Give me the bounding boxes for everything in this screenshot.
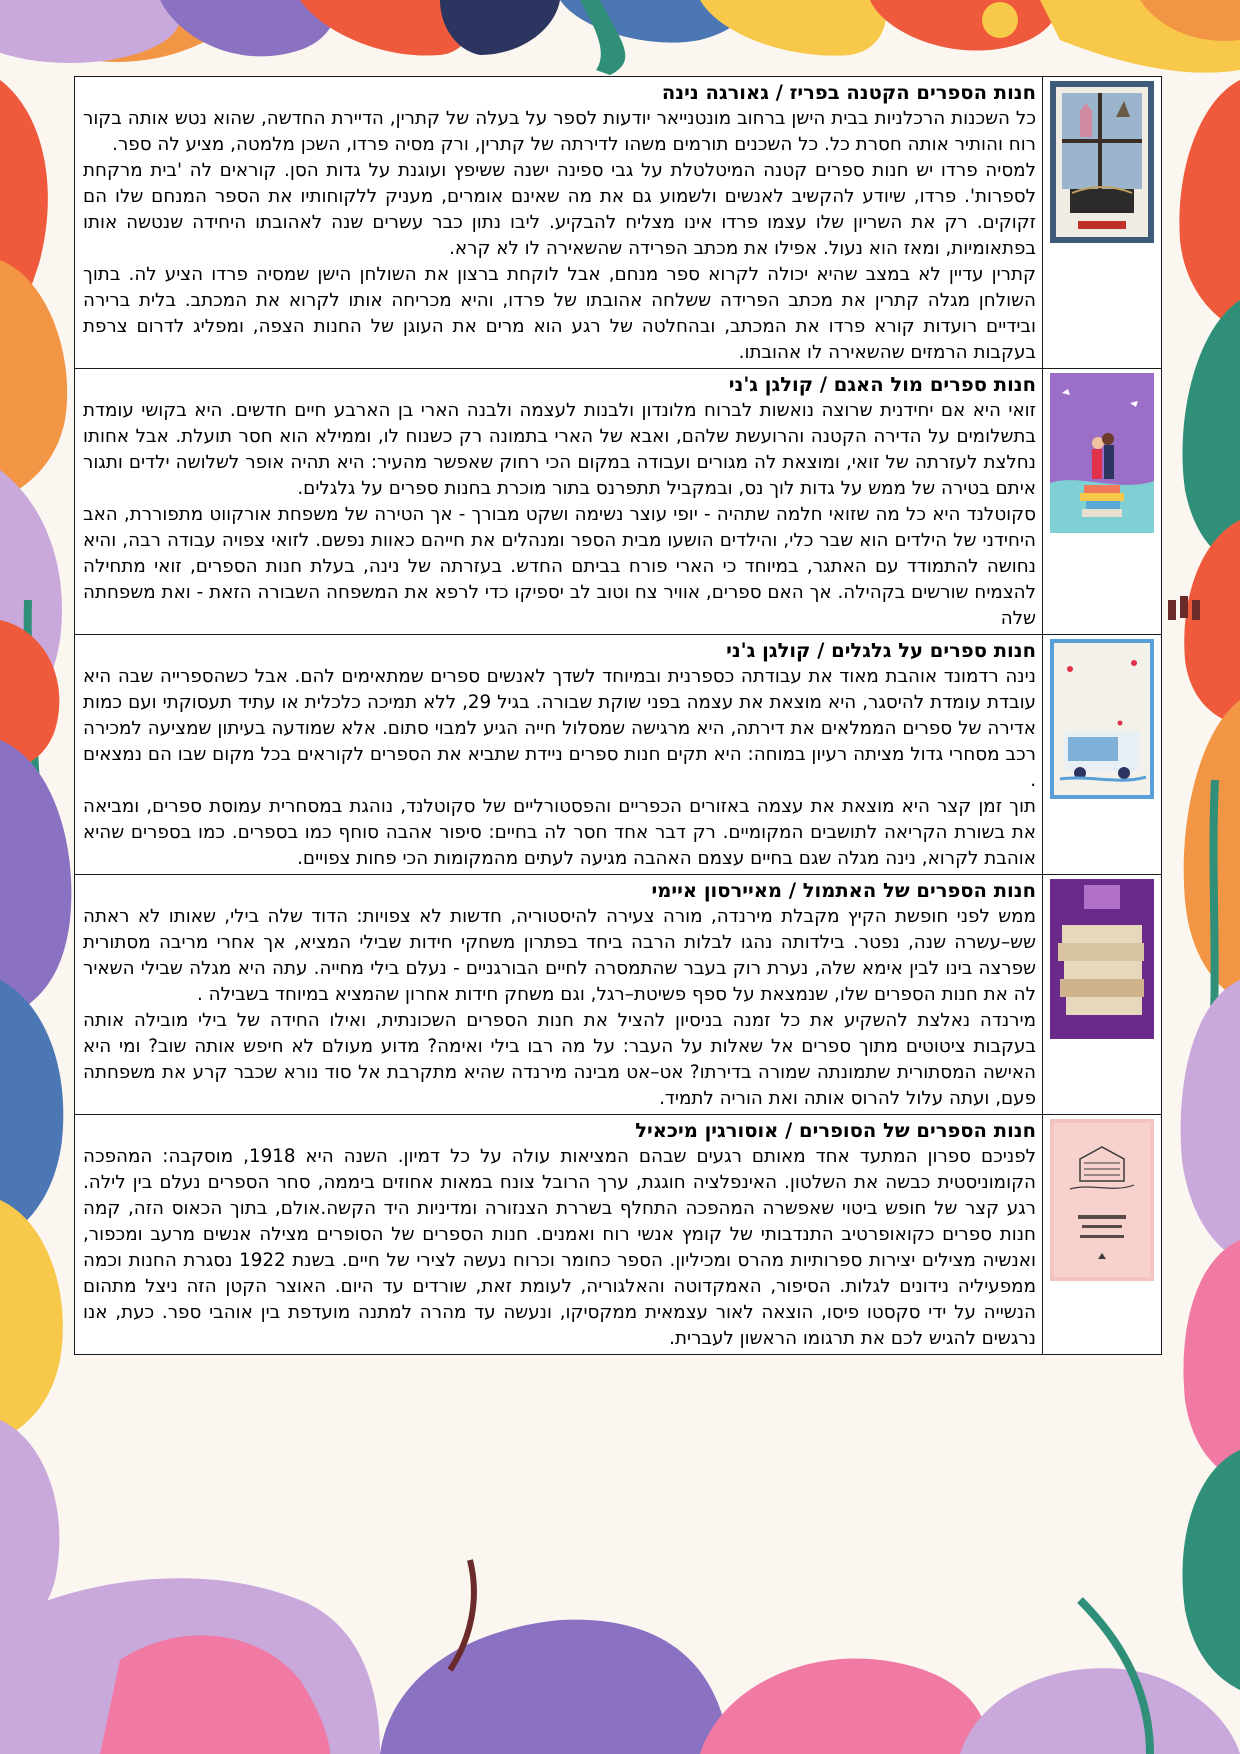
book-summary-paragraph: כל השכנות הרכלניות בבית הישן ברחוב מונטנייאר יודעות לספר על בעלה של קתרין, הדיירת החדשה, שהוא נטש אותה בקור רוח והותיר אותה חסרת כל. כל השכנים תורמים משהו לדירתה של קתרין, ורק מסיה פרדו, השכן מלמטה, מציע לה ספר.: [83, 108, 1036, 155]
book-row: [75, 875, 1162, 1115]
paris-window-cover-image: [1043, 77, 1161, 243]
book-title: חנות ספרים על גלגלים / קולגן ג'ני: [726, 639, 1036, 662]
book-row: [75, 1115, 1162, 1355]
couple-on-books-cover-image: [1043, 369, 1161, 533]
book-description-cell: [75, 77, 1043, 369]
book-summary-paragraph: תוך זמן קצר היא מוצאת את עצמה באזורים הכפריים והפסטורליים של סקוטלנד, נוהגת במסחרית עמוסת ספרים, ומביאה את בשורת הקריאה לתושבים המקומיים. רק דבר אחד חסר לה בחיים: סיפור אהבה סוחף כמו בספרים. כמו בספרים שהיא אוהבת לקרוא, נינה מגלה שגם בחיים עצמם האהבה מגיעה לעתים מהמקומות הכי פחות צפויים.: [83, 796, 1036, 869]
books-table: [74, 76, 1162, 1355]
book-row: [75, 77, 1162, 369]
book-summary-paragraph: זואי היא אם יחידנית שרוצה נואשות לברוח מלונדון ולבנות לעצמה ולבנה הארי בן הארבע חיים חדשים. היא בקושי עומדת בתשלומים על הדירה הקטנה והרועשת שלהם, ואבא של הארי בתמונה רק כשנוח לו, וממילא הוא חסר תועלת. אבל אחותו נחלצת לעזרתה של זואי, ומוצאת לה מגורים ועבודה במקום הכי רחוק שאפשר מהעיר: היא תהיה אופר לשלושה ילדים ותגור איתם בטירה של ממש על גדות לוך נס, ובמקביל תתפרנס בתור מוכרת בחנות ספרים על גלגלים.: [83, 400, 1036, 499]
book-row: [75, 369, 1162, 635]
blue-van-cover-image: [1043, 635, 1161, 799]
book-summary-paragraph: נינה רדמונד אוהבת מאוד את עבודתה כספרנית ובמיוחד לשדך לאנשים ספרים שמתאימים להם. אבל כשהספרייה שבה היא עובדת עומדת להיסגר, היא מוצאת את עצמה בפני שוקת שבורה. בגיל 29, ללא תמיכה כלכלית או עתיד תעסוקתי ועם כמות אדירה של ספרים הממלאים את דירתה, היא מרגישה שמסלול חייה הגיע למבוי סתום. אלא שמודעה בעיתון שמציעה למכירה רכב מסחרי גדול מציתה רעיון במוחה: היא תקים חנות ספרים ניידת שתביא את הספרים לקוראים בכל מקום שבו הם נמצאים .: [83, 666, 1036, 791]
book-cover-cell: [1043, 77, 1162, 369]
book-title: חנות ספרים מול האגם / קולגן ג'ני: [728, 373, 1036, 396]
book-description-cell: [75, 369, 1043, 635]
book-summary-paragraph: קתרין עדיין לא במצב שהיא יכולה לקרוא ספר מנחם, אבל לוקחת ברצון את השולחן הישן שמסיה פרדו הציע לה. בתוך השולחן מגלה קתרין את מכתב הפרידה ששלחה אהובתו של פרדו, והיא מכריחה אותו לקרוא את המכתב. בלית ברירה ובידיים רועדות קורא פרדו את המכתב, ובהחלטה של רגע הוא מרים את העוגן של החנות הצפה, ומפליג לדרום צרפת בעקבות הרמזים שהשאירה לו אהובתו.: [83, 264, 1036, 363]
book-description-cell: [75, 875, 1043, 1115]
book-title: חנות הספרים של האתמול / מאיירסון איימי: [651, 879, 1036, 902]
book-cover-cell: [1043, 1115, 1162, 1355]
book-row: [75, 635, 1162, 875]
book-title: חנות הספרים הקטנה בפריז / גאורגה נינה: [661, 81, 1036, 104]
pink-sketch-cover-image: [1043, 1115, 1161, 1281]
book-cover-cell: [1043, 875, 1162, 1115]
book-cover-cell: [1043, 635, 1162, 875]
book-summary-paragraph: מירנדה נאלצת להשקיע את כל זמנה בניסיון להציל את חנות הספרים השכונתית, ואילו החידה של בילי מובילה אותה בעקבות ציטוטים מתוך ספרים אל שאלות על העבר: על מה רבו בילי ואימה? מדוע מעולם לא חיפש אותה שוב? ומי היא האישה המסתורית שתמונתה שמורה בדירתו? אט–אט מבינה מירנדה שהיא מתקרבת אל סוד נורא שכבר קרע את משפחתה פעם, ועתה עלול להרוס אותה ואת הוריה לתמיד.: [83, 1010, 1036, 1109]
book-title: חנות הספרים של הסופרים / אוסורגין מיכאיל: [635, 1119, 1036, 1142]
book-cover-cell: [1043, 369, 1162, 635]
purple-book-stack-cover-image: [1043, 875, 1161, 1039]
book-summary-paragraph: למסיה פרדו יש חנות ספרים קטנה המיטלטלת על גבי ספינה ישנה ששיפץ ועוגנת על גדות הסן. קוראים לה 'בית מרקחת לספרות'. פרדו, שיודע להקשיב לאנשים ולשמוע גם את מה שאינם אומרים, מעניק ללקוחותיו את הספר המנחם שלו הם זקוקים. רק את השריון שלו עצמו פרדו אינו מצליח להבקיע. ליבו נתון כבר עשרים שנה לאהובתו היחידה שנטשה אותו בפתאומיות, ומאז הוא נעול. אפילו את מכתב הפרידה שהשאירה לו לא קרא.: [83, 160, 1036, 259]
book-summary-paragraph: ממש לפני חופשת הקיץ מקבלת מירנדה, מורה צעירה להיסטוריה, חדשות לא צפויות: הדוד שלה בילי, שאותו לא ראתה שש–עשרה שנה, נפטר. בילדותה נהגו לבלות הרבה ביחד בפתרון משחקי חידות שבילי המציא, אך אחרי מריבה מסתורית שפרצה בינו לבין אימא שלה, נערת רוק בעבר שהתמסרה לחיים הבורגניים - נעלם בילי מחייה. עתה היא מגלה שבילי השאיר לה את חנות הספרים שלו, שנמצאת על ספף פשיטת–רגל, וגם משחק חידות אחרון שהמציא במיוחד בשבילה .: [83, 906, 1036, 1005]
book-summary-paragraph: לפניכם ספרון המתעד אחד מאותם רגעים שבהם המציאות עולה על כל דמיון. השנה היא 1918, מוסקבה: המהפכה הקומוניסטית כבשה את השלטון. האינפלציה חוגגת, ערך הרובל צונח במאות אחוזים ביממה, סחר הספרים נעלם בין לילה. רגע קצר של חופש ביטוי שאפשרה המהפכה התחלף בשררת הצנזורה ומדיניות היד הקשה.אולם, בתוך הכאוס הזה, קמה חנות ספרים כקואופרטיב התנדבותי של קומץ אנשי רוח ואמנים. חנות הספרים של הסופרים מצילה אנשים מרעב ומכפור, ואנשיה מצילים יצירות ספרותיות מהרס ומכיליון. הספר כחומר וכרוח נעשה לצירי של חיים. בשנת 1922 נסגרת החנות וכמה ממפעיליה נידונים לגלות. הסיפור, האמקדוטה והאלגוריה, לעומת זאת, שורדים עד היום. האוצר הקטן הזה ניצל מתהום הנשייה על ידי סקסטו פיסו, הוצאה לאור עצמאית ממקסיקו, ונעשה עד מהרה למתנה מועדפת בין אוהבי ספר. כעת, אנו נרגשים להגיש לכם את תרגומו הראשון לעברית.: [83, 1146, 1037, 1349]
book-description-cell: [75, 1115, 1043, 1355]
book-summary-paragraph: סקוטלנד היא כל מה שזואי חלמה שתהיה - יופי עוצר נשימה ושקט מבורך - אך הטירה של משפחת אורקווט מתפוררת, האב היחידני של הילדים הוא שבר כלי, והילדים הושעו מבית הספר ומנהלים את חייהם כאוות נפשם. לזואי צפויה עבודה רבה, והיא נחושה להתמודד עם האתגר, במיוחד כי הארי פורח בביתם החדש. בעזרתה של נינה, בעלת חנות הספרים, זואי מתחילה להצמיח שורשים בקהילה. אך האם ספרים, אוויר צח וטוב לב יספיקו כדי לרפא את המשפחה השבורה הזאת - ואת משפחתה שלה: [83, 504, 1036, 629]
book-description-cell: [75, 635, 1043, 875]
